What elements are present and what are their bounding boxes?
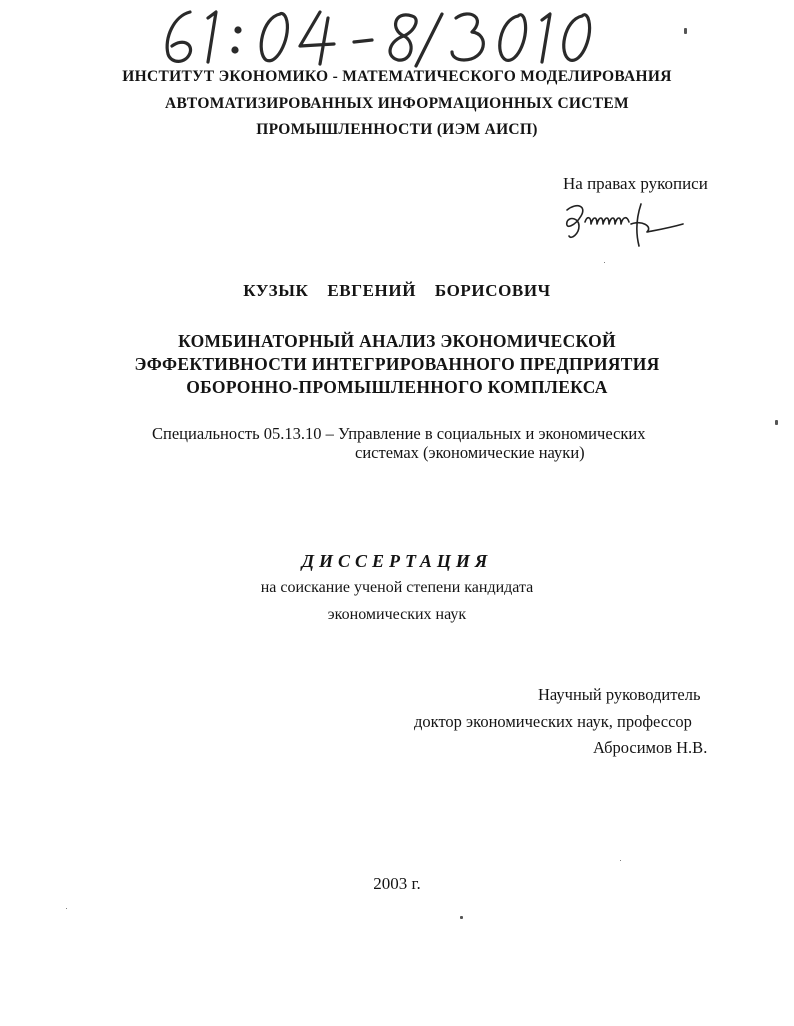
specialty-line-1: Специальность 05.13.10 – Управление в социальных и экономических xyxy=(152,424,646,443)
scan-speck xyxy=(460,916,463,919)
dissertation-title-line-1: КОМБИНАТОРНЫЙ АНАЛИЗ ЭКОНОМИЧЕСКОЙ xyxy=(178,331,616,351)
institute-name-line-1: ИНСТИТУТ ЭКОНОМИКО - МАТЕМАТИЧЕСКОГО МОДЕЛИРОВАНИЯ xyxy=(122,68,672,85)
scan-speck xyxy=(604,262,605,263)
degree-line-2: экономических наук xyxy=(327,606,467,623)
institute-name-line-3: ПРОМЫШЛЕННОСТИ (ИЭМ АИСП) xyxy=(256,121,538,138)
dissertation-title-line-2: ЭФФЕКТИВНОСТИ ИНТЕГРИРОВАННОГО ПРЕДПРИЯТИЯ xyxy=(134,354,660,374)
document-type-heading: ДИССЕРТАЦИЯ xyxy=(301,551,493,571)
institute-name-line-2: АВТОМАТИЗИРОВАННЫХ ИНФОРМАЦИОННЫХ СИСТЕМ xyxy=(165,95,629,112)
supervisor-name: Абросимов Н.В. xyxy=(593,738,708,757)
specialty-line-2: системах (экономические науки) xyxy=(355,443,585,462)
dissertation-title-line-3: ОБОРОННО-ПРОМЫШЛЕННОГО КОМПЛЕКСА xyxy=(186,377,608,397)
handwritten-catalog-number xyxy=(150,4,600,70)
supervisor-label: Научный руководитель xyxy=(538,685,701,704)
supervisor-credentials: доктор экономических наук, профессор xyxy=(414,712,692,731)
manuscript-rights-note: На правах рукописи xyxy=(563,174,708,193)
year: 2003 г. xyxy=(373,874,421,893)
scan-speck xyxy=(684,28,687,34)
author-name: КУЗЫК ЕВГЕНИЙ БОРИСОВИЧ xyxy=(243,281,551,300)
author-signature xyxy=(557,196,687,250)
scan-speck xyxy=(775,420,778,425)
scan-speck xyxy=(66,908,67,909)
degree-line-1: на соискание ученой степени кандидата xyxy=(260,579,534,596)
scan-speck xyxy=(620,860,621,861)
